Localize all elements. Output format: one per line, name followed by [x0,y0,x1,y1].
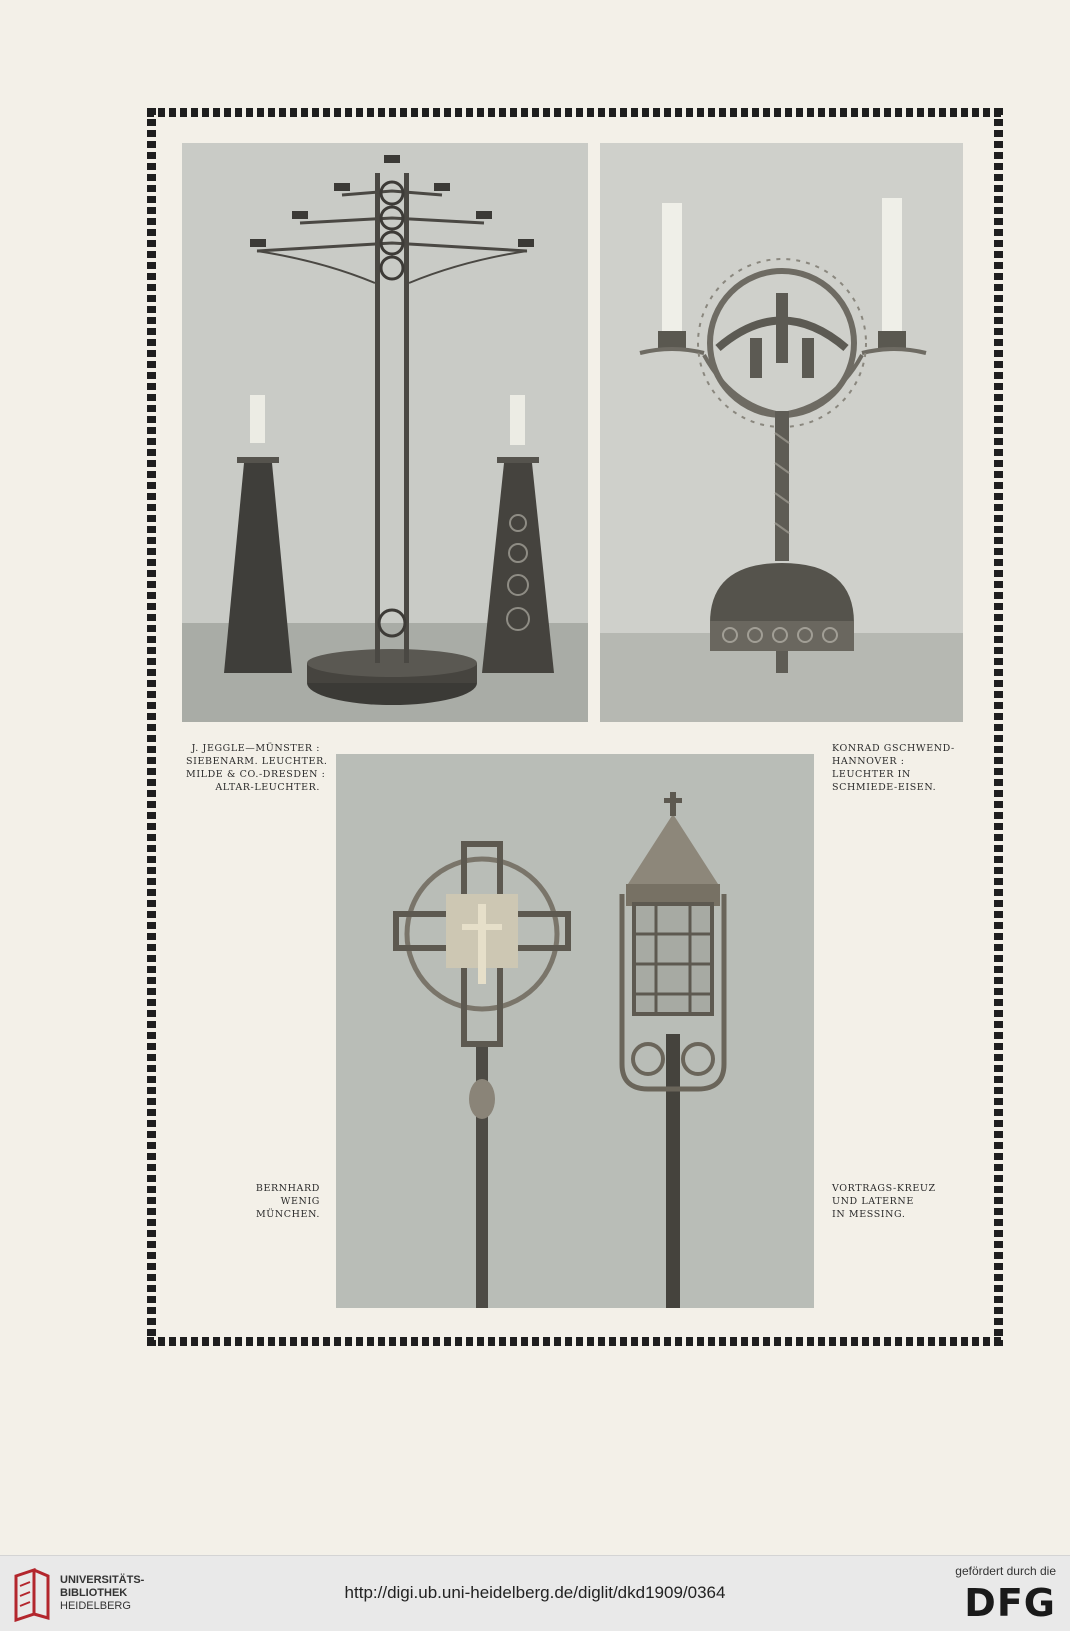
caption-line: UND LATERNE [832,1196,914,1207]
caption-line: J. JEGGLE—MÜNSTER : [191,743,320,754]
caption-vortrags-kreuz [832,1182,972,1221]
caption-line: MÜNCHEN. [255,1209,320,1220]
caption-line: SCHMIEDE-EISEN. [832,782,937,793]
library-name-line: HEIDELBERG [60,1600,131,1612]
frame-top-edge [147,108,1003,117]
caption-line: IN MESSING. [832,1209,906,1220]
frame-bottom-edge [147,1337,1003,1346]
library-name-line: BIBLIOTHEK [60,1587,128,1599]
dfg-logo: DFG [964,1581,1056,1625]
caption-line: LEUCHTER IN [832,769,911,780]
funding-label: gefördert durch die [955,1564,1056,1578]
frame-left-edge [147,108,156,1346]
library-name-line: UNIVERSITÄTS- [60,1574,145,1586]
caption-line: ALTAR-LEUCHTER. [215,782,320,793]
caption-line: VORTRAGS-KREUZ [832,1183,936,1194]
caption-line: SIEBENARM. LEUCHTER. [186,756,328,767]
photo-seven-arm-candelabrum [182,143,588,722]
digital-library-footer [0,1555,1070,1631]
caption-line: KONRAD GSCHWEND- [832,743,955,754]
photo-wrought-iron-candlestick [600,143,963,722]
caption-line: MILDE & CO.-DRESDEN : [186,769,326,780]
caption-bernhard-wenig [220,1182,320,1221]
caption-line: WENIG [280,1196,320,1207]
caption-gschwend [832,742,972,794]
caption-line: BERNHARD [255,1183,320,1194]
frame-right-edge [994,108,1003,1346]
caption-line: HANNOVER : [832,756,905,767]
photo-processional-cross-and-lantern [336,754,814,1308]
permalink-url[interactable]: http://digi.ub.uni-heidelberg.de/diglit/dkd1909/0364 [344,1583,726,1602]
caption-jeggle-milde [186,742,328,794]
